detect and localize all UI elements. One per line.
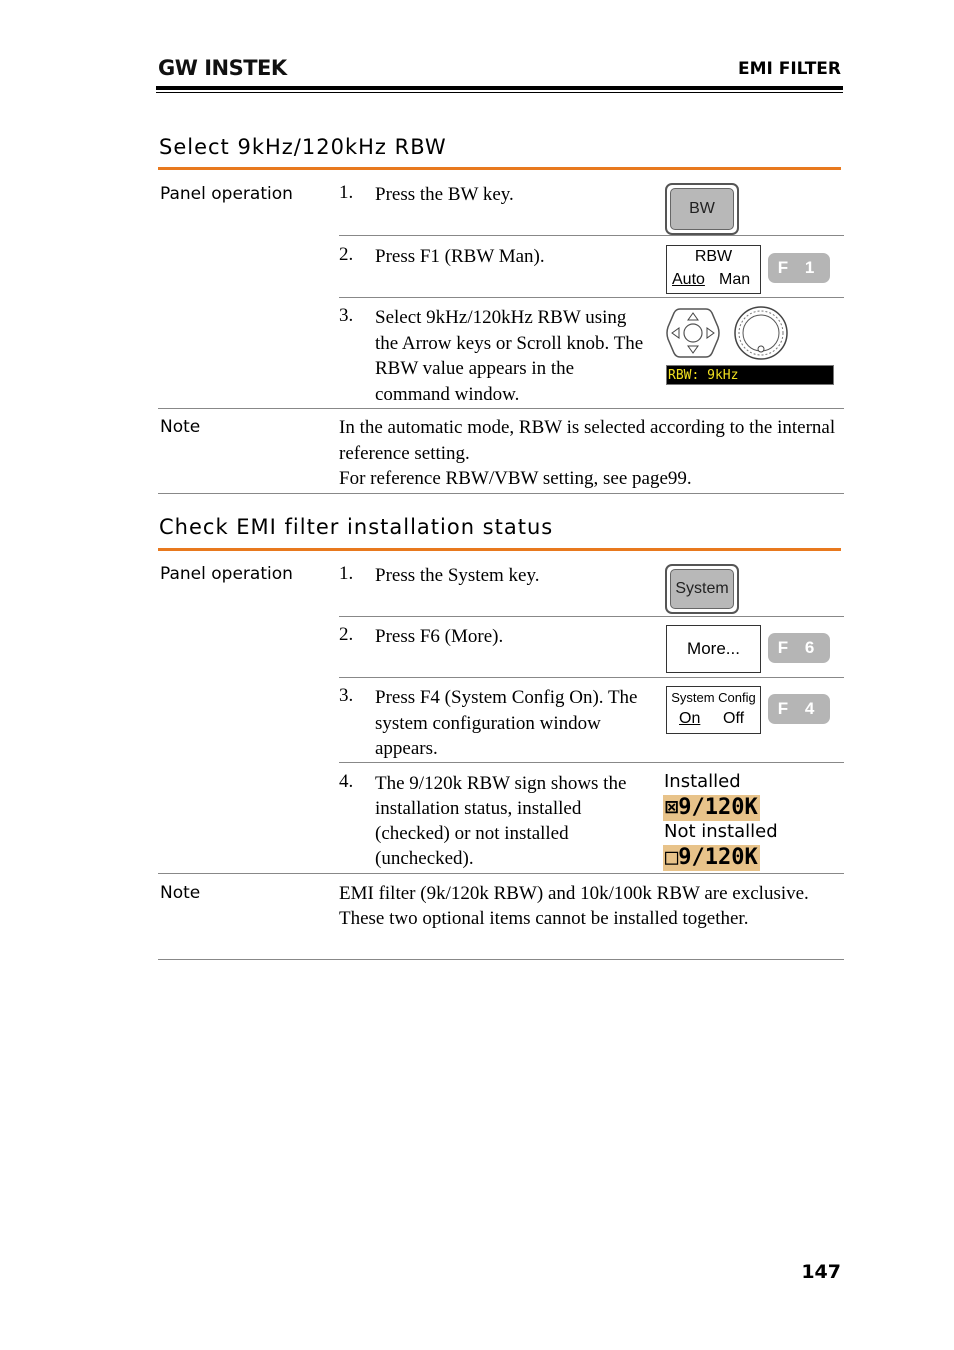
page-number: 147	[801, 1261, 841, 1283]
header-rule	[156, 86, 843, 90]
not-installed-sign: □9/120K	[665, 845, 758, 870]
f6-key[interactable]: F 6	[768, 633, 830, 663]
s2-step3-number: 3.	[339, 685, 354, 706]
system-config-softkey-off: Off	[723, 710, 745, 727]
s2-step2-number: 2.	[339, 624, 354, 645]
s2-step1-text: Press the System key.	[375, 565, 540, 586]
command-window: RBW: 9kHz	[666, 365, 834, 385]
rbw-softkey-auto: Auto	[672, 271, 705, 288]
system-config-softkey-display	[666, 686, 761, 734]
s1-step2-text: Press F1 (RBW Man).	[375, 246, 545, 267]
installed-label: Installed	[664, 771, 741, 792]
s2-step1-number: 1.	[339, 563, 354, 584]
system-config-softkey-title: System Config	[671, 690, 756, 705]
section1-note-label: Note	[160, 417, 201, 437]
s2-step3-divider	[339, 762, 844, 763]
s1-step3-text: Select 9kHz/120kHz RBW using the Arrow keys or Scroll knob. The RBW value appears in the command window.	[375, 307, 644, 405]
s1-step1-number: 1.	[339, 182, 354, 203]
rbw-softkey-man: Man	[719, 271, 751, 288]
system-key-label: System	[670, 569, 734, 609]
s1-step2-number: 2.	[339, 244, 354, 265]
rbw-softkey-title: RBW	[694, 248, 733, 265]
installed-sign: ⊠9/120K	[665, 795, 758, 820]
s2-step1-divider	[339, 616, 844, 617]
section1-title: Select 9kHz/120kHz RBW	[159, 135, 447, 159]
section1-panel-operation-label: Panel operation	[160, 184, 293, 204]
s1-step3-number: 3.	[339, 305, 354, 326]
s2-step3-text: Press F4 (System Config On). The system configuration window appears.	[375, 687, 638, 759]
s2-note-top-divider	[158, 873, 844, 874]
bw-key-label: BW	[670, 188, 734, 230]
s1-step1-divider	[339, 235, 844, 236]
bw-key[interactable]	[665, 183, 739, 235]
more-softkey-display: More...	[666, 625, 761, 673]
section2-note-label: Note	[160, 883, 201, 903]
s1-note-bottom-divider	[158, 493, 844, 494]
s2-step4-number: 4.	[339, 771, 354, 792]
s2-step2-text: Press F6 (More).	[375, 626, 504, 647]
arrow-keys-icon[interactable]	[664, 305, 722, 361]
s2-note-bottom-divider	[158, 959, 844, 960]
s1-step2-divider	[339, 297, 844, 298]
s1-note-top-divider	[158, 408, 844, 409]
f4-key[interactable]: F 4	[768, 694, 830, 724]
section1-note-line2: For reference RBW/VBW setting, see page99.	[339, 468, 692, 489]
s1-step1-text: Press the BW key.	[375, 184, 514, 205]
rbw-softkey-display	[666, 245, 761, 294]
section2-title: Check EMI filter installation status	[159, 515, 554, 539]
header-section-name: EMI FILTER	[737, 59, 841, 79]
s2-step4-text: The 9/120k RBW sign shows the installation status, installed (checked) or not installed (unchecked).	[375, 773, 627, 869]
section1-note-line1: In the automatic mode, RBW is selected according to the internal reference setting.	[339, 417, 836, 464]
section2-rule	[158, 548, 841, 551]
section1-rule	[158, 167, 841, 170]
s2-step2-divider	[339, 677, 844, 678]
not-installed-label: Not installed	[664, 821, 778, 842]
scroll-knob-icon[interactable]	[733, 305, 789, 361]
system-key[interactable]	[665, 564, 739, 614]
header-rule-thin	[156, 92, 843, 93]
system-config-softkey-on: On	[679, 710, 701, 727]
section2-note-text: EMI filter (9k/120k RBW) and 10k/100k RBW are exclusive. These two optional items cannot be installed together.	[339, 883, 809, 929]
section1-note-text	[339, 415, 844, 492]
section2-panel-operation-label: Panel operation	[160, 564, 293, 584]
f1-key[interactable]: F 1	[768, 253, 830, 283]
gw-instek-logo: GW INSTEK	[158, 56, 287, 80]
